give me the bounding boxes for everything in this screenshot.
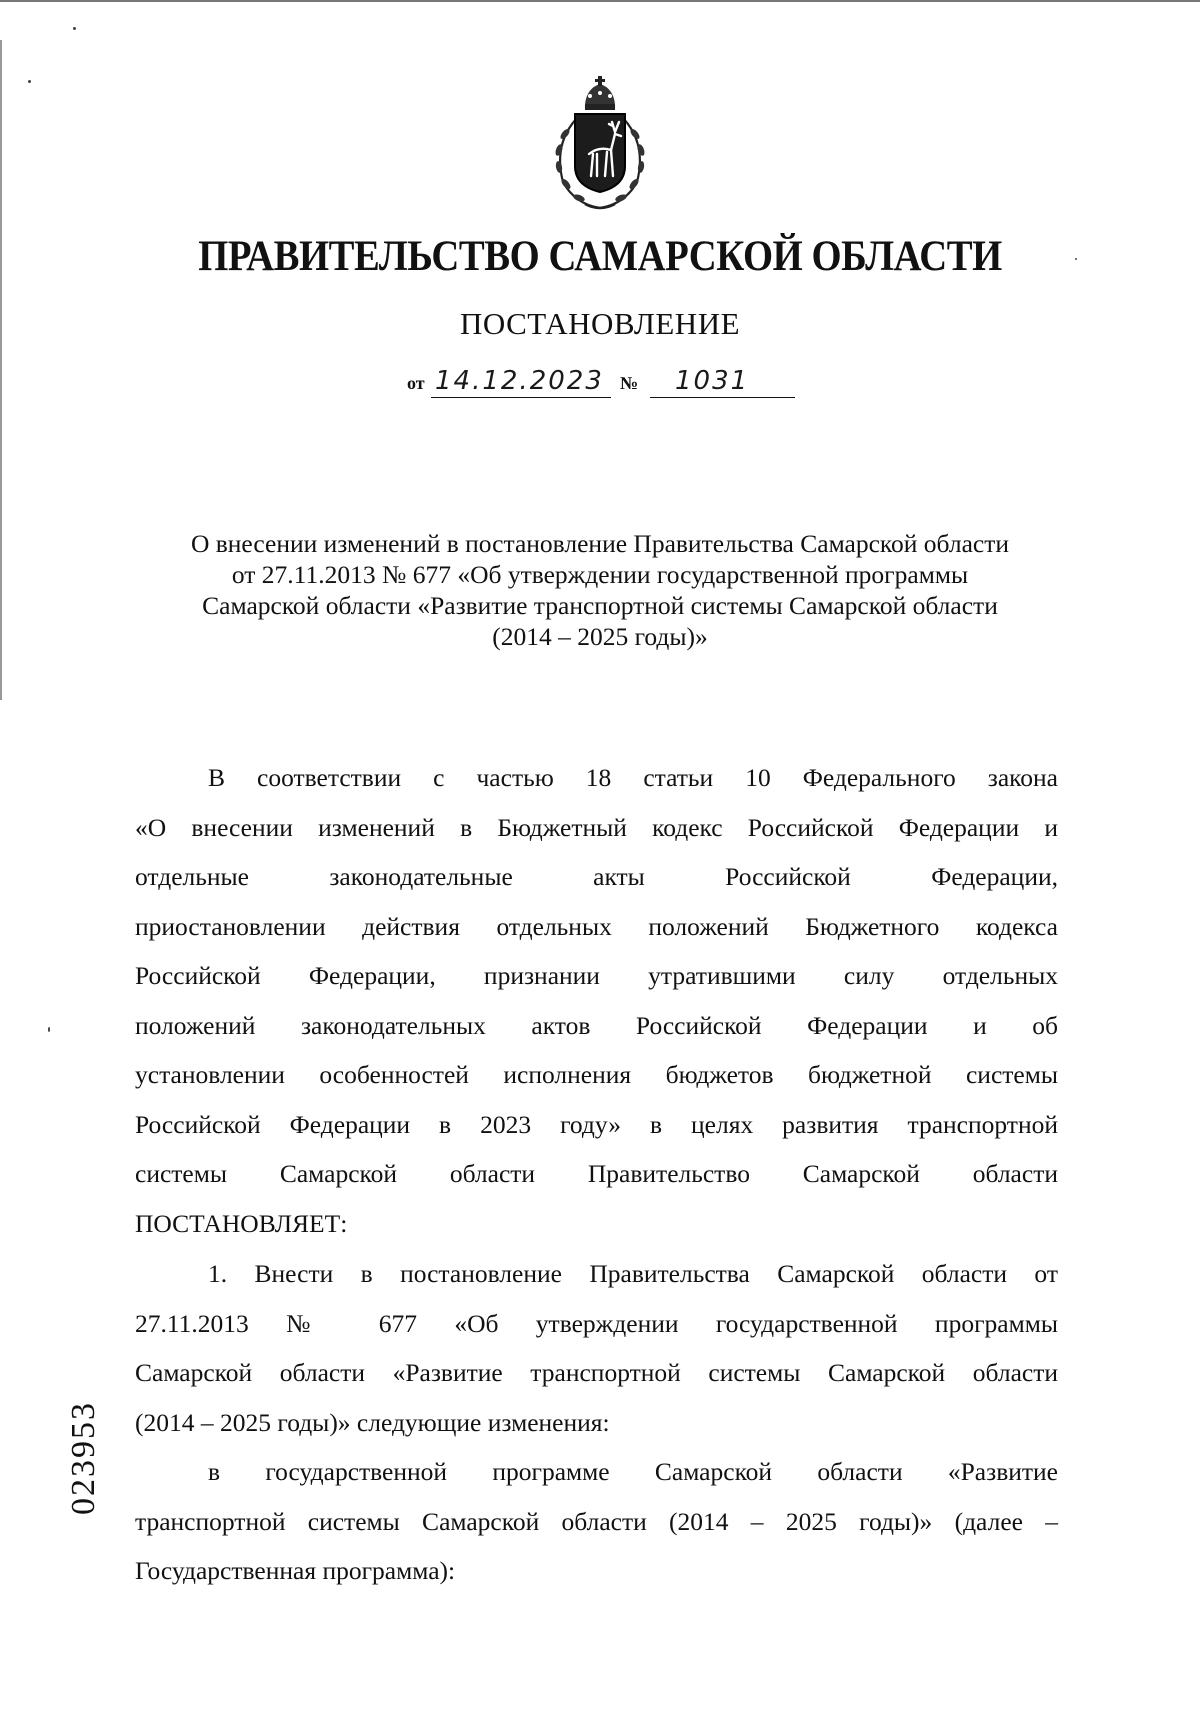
text-line: 27.11.2013 № 677 «Об утверждении государственной программы — [135, 1308, 1058, 1338]
scan-edge-left — [0, 40, 2, 700]
text-line: системы Самарской области Правительство Самарской области — [135, 1159, 1058, 1188]
number-underline — [650, 397, 795, 398]
text-line: 1. Внести в постановление Правительства Самарской области от — [208, 1259, 1058, 1288]
text-line: Российской Федерации в 2023 году» в целях развития транспортной — [135, 1109, 1058, 1139]
text-line: Самарской области «Развитие транспортной системы Самарской области — [135, 1358, 1058, 1387]
text-line: установлении особенностей исполнения бюджетов бюджетной системы — [135, 1060, 1058, 1089]
text-line: отдельные законодательные акты Российской Федерации, — [135, 862, 1058, 891]
text-line: приостановлении действия отдельных положений Бюджетного кодекса — [135, 911, 1058, 941]
text-line: «О внесении изменений в Бюджетный кодекс Российской Федерации и — [135, 812, 1058, 842]
text-line: Государственная программа): — [135, 1556, 456, 1585]
text-line: В соответствии с частью 18 статьи 10 Федерального закона — [208, 763, 1058, 792]
preamble-paragraph — [135, 753, 1058, 1248]
text-line: (2014 – 2025 годы)» следующие изменения: — [135, 1407, 610, 1437]
text-line: положений законодательных актов Российской Федерации и об — [135, 1010, 1058, 1040]
government-title: ПРАВИТЕЛЬСТВО САМАРСКОЙ ОБЛАСТИ — [198, 233, 1002, 280]
subject-line: Самарской области «Развитие транспортной системы Самарской области — [202, 591, 998, 620]
item-1-paragraph — [135, 1249, 1058, 1447]
scan-edge-top — [0, 0, 1200, 2]
number-label: № — [620, 373, 639, 393]
text-line: ПОСТАНОВЛЯЕТ: — [135, 1208, 348, 1238]
date-underline — [431, 397, 611, 398]
subject-line: О внесении изменений в постановление Правительства Самарской области — [190, 529, 1010, 558]
date-label: от — [407, 373, 425, 393]
sheet-serial-number: 023953 — [65, 1401, 102, 1515]
text-line: транспортной системы Самарской области (2014 – 2025 годы)» (далее – — [135, 1506, 1058, 1536]
text-line: Российской Федерации, признании утратившими силу отдельных — [135, 961, 1058, 990]
samara-coat-of-arms-icon — [535, 74, 665, 214]
scan-speck — [48, 1027, 50, 1032]
subject-line: от 27.11.2013 № 677 «Об утверждении государственной программы — [231, 560, 969, 589]
scan-speck — [73, 27, 76, 30]
scan-speck — [28, 80, 31, 83]
document-subject — [140, 528, 1060, 652]
registration-line — [375, 360, 795, 400]
document-type: ПОСТАНОВЛЕНИЕ — [459, 306, 741, 341]
text-line: в государственной программе Самарской области «Развитие — [208, 1457, 1058, 1486]
item-1-sub-paragraph — [135, 1447, 1058, 1596]
subject-line: (2014 – 2025 годы)» — [492, 622, 708, 651]
number-value: 1031 — [675, 366, 750, 396]
date-value: 14.12.2023 — [435, 366, 604, 396]
